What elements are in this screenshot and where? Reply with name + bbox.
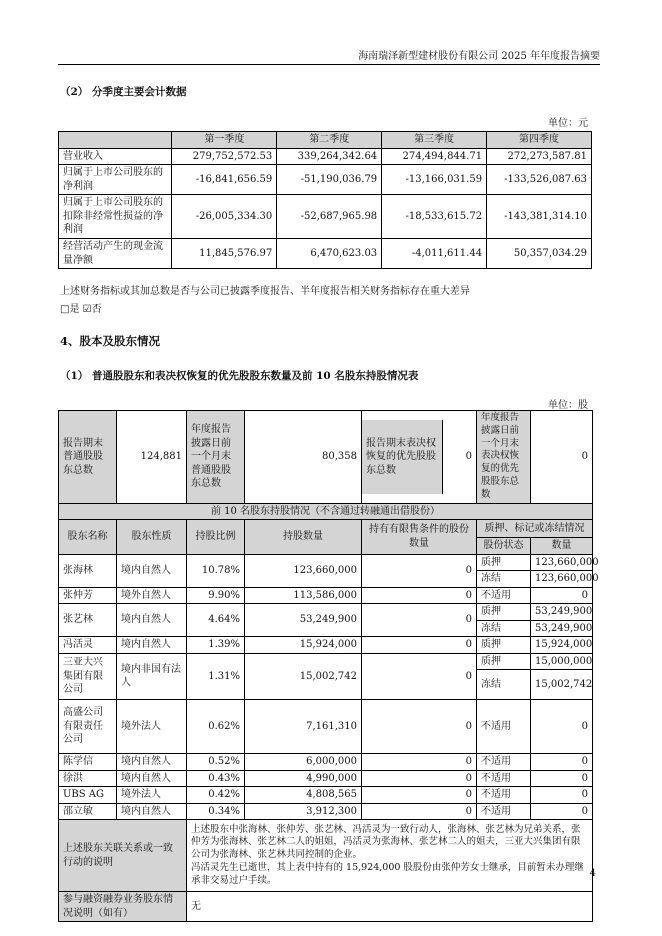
header-pledge: 质押、标记或冻结情况 — [477, 520, 593, 538]
holder-amount: 7,161,310 — [245, 700, 362, 754]
pledge-qty: 0 — [531, 787, 593, 804]
row-label: 归属于上市公司股东的扣除非经常性损益的净利润 — [59, 195, 172, 239]
pledge-status: 不适用 — [477, 803, 531, 820]
pledge-qty: 123,660,000 — [531, 571, 593, 588]
page-header: 海南瑞泽新型建材股份有限公司 2025 年年度报告摘要 — [358, 51, 600, 62]
table-row — [59, 637, 593, 654]
holder-ratio: 0.42% — [187, 787, 245, 804]
pledge-qty: 123,660,000 — [531, 554, 593, 571]
holder-amount: 15,924,000 — [245, 637, 362, 654]
holder-amount: 4,990,000 — [245, 770, 362, 787]
quarterly-row-net-profit — [59, 165, 592, 195]
page-number: 4 — [589, 868, 596, 879]
related-text-cell — [187, 820, 593, 892]
cell-value: -13,166,031.59 — [382, 165, 487, 195]
cell-value: -16,841,656.59 — [172, 165, 277, 195]
shareholders-section-title: （1） 普通股股东和表决权恢复的优先股股东数量及前 10 名股东持股情况表 — [60, 370, 419, 382]
header-qty: 数量 — [531, 538, 593, 555]
table-row — [59, 604, 593, 621]
holder-restricted: 0 — [362, 653, 477, 700]
pledge-qty: 15,000,000 — [531, 653, 593, 670]
cell-value: -18,533,615.72 — [382, 195, 487, 239]
quarter-1-header: 第一季度 — [172, 132, 277, 149]
summary-label-3: 报告期末表决权恢复的优先股股东总数 — [362, 420, 443, 494]
holder-restricted: 0 — [362, 604, 477, 637]
table-row — [59, 754, 593, 771]
cell-value: 279,752,572.53 — [172, 148, 277, 165]
header-status: 股份状态 — [477, 538, 531, 555]
related-text-2: 冯活灵先生已逝世，其上表中持有的 15,924,000 股股份由张仲芳女士继承，目前暂未办理继承非交易过户手续。 — [191, 862, 584, 886]
holder-restricted: 0 — [362, 787, 477, 804]
pledge-qty: 15,924,000 — [531, 637, 593, 654]
holder-amount: 6,000,000 — [245, 754, 362, 771]
holder-restricted: 0 — [362, 554, 477, 587]
cell-value: -52,687,965.98 — [277, 195, 382, 239]
difference-choice: □是 ☑否 — [60, 304, 102, 315]
holder-name: 高盛公司有限责任公司 — [59, 700, 117, 754]
holder-amount: 113,586,000 — [245, 587, 362, 604]
holder-amount: 123,660,000 — [245, 554, 362, 587]
pledge-status: 质押 — [477, 637, 531, 654]
table-row — [59, 587, 593, 604]
pledge-status: 质押 — [477, 653, 531, 670]
quarter-3-header: 第三季度 — [382, 132, 487, 149]
holder-nature: 境内自然人 — [117, 554, 187, 587]
header-divider — [58, 64, 600, 65]
cell-value: -26,005,334.30 — [172, 195, 277, 239]
table-row — [59, 653, 593, 670]
pledge-qty: 0 — [531, 587, 593, 604]
table-row — [59, 787, 593, 804]
pledge-qty: 53,249,900 — [531, 604, 593, 621]
holder-ratio: 0.52% — [187, 754, 245, 771]
row-label: 归属于上市公司股东的净利润 — [59, 165, 172, 195]
summary-value-1: 124,881 — [117, 411, 187, 504]
holder-restricted: 0 — [362, 587, 477, 604]
pledge-qty: 0 — [531, 754, 593, 771]
cell-value: 339,264,342.64 — [277, 148, 382, 165]
quarter-2-header: 第二季度 — [277, 132, 382, 149]
holder-name: 徐洪 — [59, 770, 117, 787]
quarterly-table — [58, 131, 592, 269]
holder-nature: 境内自然人 — [117, 754, 187, 771]
pledge-qty: 0 — [531, 770, 593, 787]
quarterly-header-blank — [59, 132, 172, 149]
margin-label: 参与融资融券业务股东情况说明（如有） — [59, 892, 187, 922]
cell-value: 6,470,623.03 — [277, 239, 382, 269]
quarterly-unit: 单位：元 — [548, 118, 588, 129]
cell-value: -51,190,036.79 — [277, 165, 382, 195]
header-restricted: 持有有限售条件的股份数量 — [362, 520, 477, 555]
holder-ratio: 10.78% — [187, 554, 245, 587]
holder-restricted: 0 — [362, 803, 477, 820]
summary-label-1: 报告期末普通股股东总数 — [59, 411, 117, 504]
holder-name: UBS AG — [59, 787, 117, 804]
table-row — [59, 700, 593, 754]
summary-group-3 — [362, 411, 477, 504]
holder-amount: 4,808,565 — [245, 787, 362, 804]
summary-label-4: 年度报告披露日前一个月末表决权恢复的优先股股东总数 — [481, 412, 520, 500]
holder-amount: 53,249,900 — [245, 604, 362, 637]
header-nature: 股东性质 — [117, 520, 187, 555]
margin-value: 无 — [187, 892, 593, 922]
holder-nature: 境外法人 — [117, 787, 187, 804]
summary-value-2: 80,358 — [245, 411, 362, 504]
holder-name: 张艺林 — [59, 604, 117, 637]
summary-label-4-cell — [477, 411, 531, 504]
cell-value: -4,011,611.44 — [382, 239, 487, 269]
pledge-status: 质押 — [477, 554, 531, 571]
holder-ratio: 4.64% — [187, 604, 245, 637]
related-label: 上述股东关联关系或一致行动的说明 — [59, 820, 187, 892]
pledge-status: 冻结 — [477, 571, 531, 588]
holder-ratio: 0.43% — [187, 770, 245, 787]
pledge-qty: 15,002,742 — [531, 670, 593, 700]
holder-nature: 境内自然人 — [117, 604, 187, 637]
holder-nature: 境外法人 — [117, 700, 187, 754]
holder-ratio: 1.31% — [187, 653, 245, 700]
quarter-4-header: 第四季度 — [487, 132, 592, 149]
summary-value-3: 0 — [465, 451, 472, 463]
quarterly-note: 上述财务指标或其加总数是否与公司已披露季度报告、半年度报告相关财务指标存在重大差异 — [60, 286, 470, 297]
top10-caption: 前 10 名股东持股情况（不含通过转融通出借股份） — [59, 503, 593, 520]
cell-value: 11,845,576.97 — [172, 239, 277, 269]
cell-value: 272,273,587.81 — [487, 148, 592, 165]
quarterly-section-title: （2） 分季度主要会计数据 — [60, 86, 187, 98]
cell-value: -143,381,314.10 — [487, 195, 592, 239]
holder-name: 冯活灵 — [59, 637, 117, 654]
row-label: 经营活动产生的现金流量净额 — [59, 239, 172, 269]
pledge-status: 冻结 — [477, 670, 531, 700]
holder-name: 陈学信 — [59, 754, 117, 771]
row-label: 营业收入 — [59, 148, 172, 165]
cell-value: -133,526,087.63 — [487, 165, 592, 195]
shareholders-unit: 单位：股 — [548, 400, 588, 411]
summary-value-4: 0 — [531, 411, 593, 504]
summary-label-2: 年度报告披露日前一个月末普通股股东总数 — [187, 411, 245, 504]
pledge-status: 不适用 — [477, 587, 531, 604]
holder-nature: 境外自然人 — [117, 587, 187, 604]
pledge-status: 不适用 — [477, 770, 531, 787]
pledge-status: 不适用 — [477, 754, 531, 771]
holder-ratio: 0.62% — [187, 700, 245, 754]
pledge-status: 质押 — [477, 604, 531, 621]
holder-amount: 3,912,300 — [245, 803, 362, 820]
holder-ratio: 1.39% — [187, 637, 245, 654]
holder-ratio: 0.34% — [187, 803, 245, 820]
holder-restricted: 0 — [362, 700, 477, 754]
holder-nature: 境内自然人 — [117, 770, 187, 787]
quarterly-row-cash-flow — [59, 239, 592, 269]
holder-restricted: 0 — [362, 770, 477, 787]
quarterly-row-revenue — [59, 148, 592, 165]
holder-nature: 境内非国有法人 — [117, 653, 187, 700]
holder-name: 张海林 — [59, 554, 117, 587]
quarterly-row-deducted-profit — [59, 195, 592, 239]
holder-restricted: 0 — [362, 754, 477, 771]
pledge-status: 不适用 — [477, 700, 531, 754]
pledge-qty: 0 — [531, 803, 593, 820]
table-row — [59, 554, 593, 571]
section-4-title: 4、股本及股东情况 — [60, 334, 161, 348]
related-text-1: 上述股东中张海林、张仲芳、张艺林、冯活灵为一致行动人，张海林、张艺林为兄弟关系，张仲芳为张海林、张艺林二人的姐姐，冯活灵为张海林、张艺林二人的姐夫，三亚大兴集团有限公司为张海林、张艺林共同控制的企业。 — [191, 823, 581, 861]
header-name: 股东名称 — [59, 520, 117, 555]
cell-value: 274,494,844.71 — [382, 148, 487, 165]
holder-ratio: 9.90% — [187, 587, 245, 604]
pledge-qty: 0 — [531, 700, 593, 754]
holder-restricted: 0 — [362, 637, 477, 654]
shareholders-table — [58, 410, 599, 922]
header-amount: 持股数量 — [245, 520, 362, 555]
cell-value: 50,357,034.29 — [487, 239, 592, 269]
holder-nature: 境内自然人 — [117, 803, 187, 820]
holder-name: 邵立敏 — [59, 803, 117, 820]
table-row — [59, 803, 593, 820]
pledge-status: 冻结 — [477, 620, 531, 637]
pledge-qty: 53,249,900 — [531, 620, 593, 637]
header-ratio: 持股比例 — [187, 520, 245, 555]
holder-nature: 境内自然人 — [117, 637, 187, 654]
pledge-status: 不适用 — [477, 787, 531, 804]
holder-amount: 15,002,742 — [245, 653, 362, 700]
table-row — [59, 770, 593, 787]
holder-name: 三亚大兴集团有限公司 — [59, 653, 117, 700]
holder-name: 张仲芳 — [59, 587, 117, 604]
